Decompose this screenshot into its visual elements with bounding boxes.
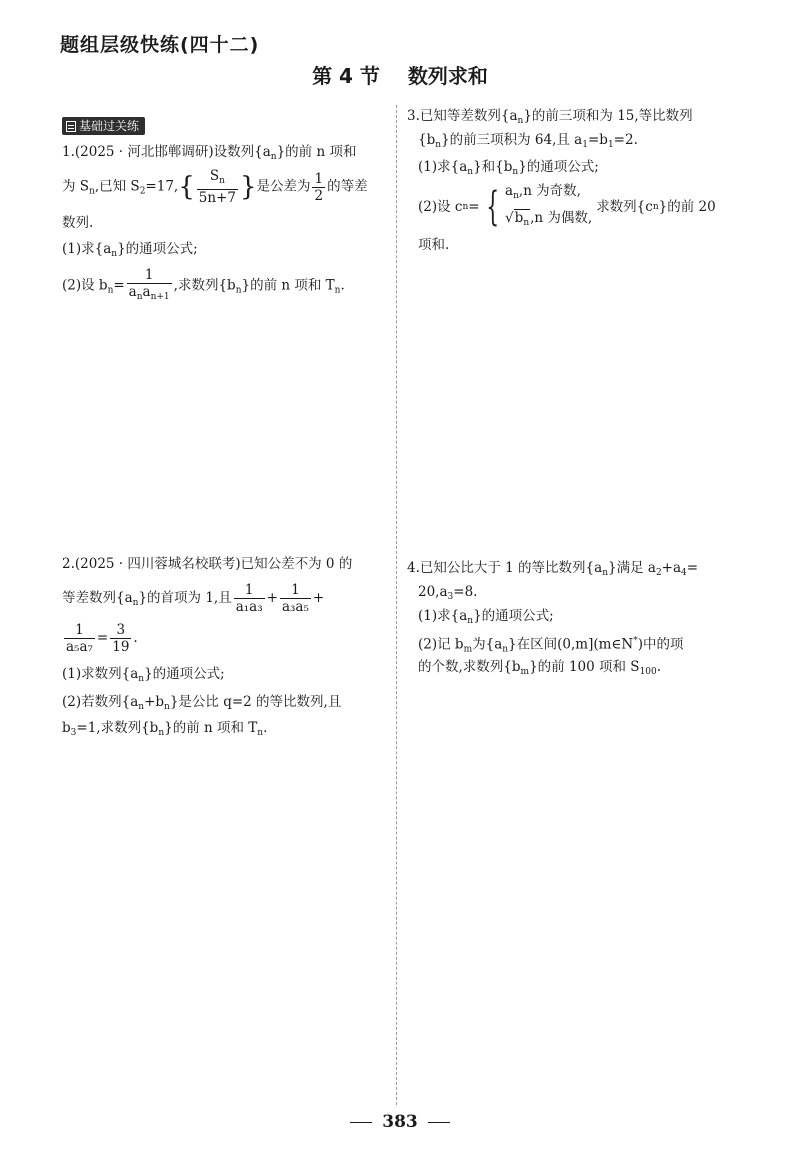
frac-den: a₃a₅ [281,599,309,615]
q3-text: 求数列{c [596,199,653,215]
q4-text: = [686,560,699,576]
frac-den: 19 [112,639,130,655]
column-divider [396,105,397,1105]
right-brace: } [239,172,257,202]
sub-3: 3 [70,728,77,738]
q3-text: = [468,199,480,215]
q2-part-2 [62,690,341,719]
frac-num: 3 [110,622,131,639]
q4-text: . [656,659,662,675]
practice-tag-label: 基础过关练 [79,119,140,133]
sub-1: 1 [582,140,588,150]
sub-n1: n+1 [150,292,170,302]
sub-n: n [138,702,145,712]
q1-line-2 [62,168,368,206]
q2-text: b [62,720,71,736]
left-brace: { [178,172,195,202]
frac-num: 1 [280,582,311,599]
sub-n: n [111,249,118,259]
q3-text: =b [587,132,608,148]
q2-text: =1,求数列{b [76,720,159,736]
page-number [0,1112,800,1132]
q1-text: 是公差为 [256,178,311,195]
q4-text: 为{a [472,636,503,653]
sub-n: n [435,140,442,150]
q4-text: }在区间(0,m](m∈N [508,636,634,653]
q4-text: }满足 a [608,560,656,576]
q4-text: 的个数,求数列{b [418,659,521,675]
q1-text: (2)设 b [62,277,108,294]
sub-n: n [334,285,341,296]
q1-text: }的前 n 项和 T [241,277,335,294]
plus-sign: + [312,590,325,606]
q3-text: {b [418,132,436,148]
fraction-half [312,171,325,204]
section-title [0,60,800,89]
sub-n: n [219,176,225,186]
q4-line-5 [418,655,661,684]
sup-star: * [633,636,638,646]
sub-n: n [652,202,659,212]
sub-n: n [257,728,264,738]
q3-line-2 [418,128,638,157]
sub-n: n [132,598,139,608]
q2-text: . [263,720,268,736]
sub-n: n [462,202,469,212]
q3-text: (2)设 c [418,199,463,215]
q3-text: }和{b [473,159,513,175]
fraction-1 [234,582,265,615]
section-name: 数列求和 [407,64,488,88]
fraction-2 [280,582,311,615]
case-1: a [505,183,514,199]
sub-n: n [517,116,524,126]
fraction-bn: $\frac{1}{a_na_{n+1}}$ [128,267,170,302]
sub-n: n [467,167,474,177]
page-number-value: 383 [382,1112,418,1132]
fraction-4 [110,622,131,655]
frac-den: a [128,284,137,300]
q4-text: =8. [453,584,478,600]
header-title: 题组层级快练(四十二) [60,34,260,56]
q3-text: }的通项公式; [518,159,599,175]
q1-text: . [340,277,345,294]
q4-text: 20,a [418,584,448,600]
sub-2: 2 [139,186,146,197]
q1-text: }的通项公式; [117,241,198,257]
q3-text: (1)求{a [418,159,468,175]
frac-den: 5n+7 [198,190,236,206]
sub-100: 100 [639,667,657,677]
q4-text: (2)记 b [418,636,464,653]
q3-text: =2. [613,132,638,148]
q2-line-6 [62,716,267,745]
q1-text: ,求数列{b [173,277,236,294]
q1-text: = [113,277,125,294]
q2-text: +b [144,694,165,710]
q2-text: }是公比 q=2 的等比数列,且 [169,694,342,710]
q3-part-2 [418,180,716,234]
sub-n: n [467,616,474,626]
frac-num: S [209,168,220,184]
frac-den: a₅a₇ [66,639,93,655]
q2-text: 等差数列{a [62,590,133,606]
section-number: 第 4 节 [312,64,380,88]
sub-n: n [158,728,165,738]
q1-text: ,已知 S [94,178,140,195]
q2-text: (1)求数列{a [62,666,139,682]
frac-num: 1 [64,622,95,639]
q1-line-3: 数列. [62,215,94,231]
sub-n: n [107,285,114,296]
practice-tag [62,117,145,135]
q1-part-2 [62,267,345,305]
q4-text: +a [661,560,682,576]
sub-n: n [512,167,519,177]
q2-text: }的前 n 项和 T [164,720,258,736]
q3-text: 3.已知等差数列{a [407,108,518,124]
equals-sign: = [96,630,109,646]
sub-n: n [270,152,277,162]
q4-text: }的前 100 项和 S [529,659,640,675]
sub-1: 1 [607,140,614,150]
book-icon [66,121,76,132]
sub-3: 3 [447,592,454,602]
q1-text: 为 S [62,178,90,195]
q2-line-3 [62,622,138,655]
q2-text: }的通项公式; [144,666,225,682]
sub-n: n [138,674,145,684]
sqrt-symbol: √ [505,210,514,226]
sub-4: 4 [681,568,687,578]
dash-right [428,1122,450,1123]
q1-text: 1.(2025 · 河北邯郸调研)设数列{a [62,144,271,160]
q2-line-2 [62,582,324,615]
q4-text: )中的项 [637,636,684,653]
q2-line-1: 2.(2025 · 四川蓉城名校联考)已知公差不为 0 的 [62,556,353,572]
sub-m: m [520,667,530,677]
q1-part-1 [62,237,198,266]
frac-num: 1 [314,170,324,187]
sub-n: n [523,218,530,228]
q2-part-1 [62,662,225,691]
q1-line-1 [62,140,356,169]
q3-line-5: 项和. [418,237,450,253]
q3-text: }的前三项和为 15,等比数列 [523,108,693,124]
q3-text: }的前 20 [658,199,716,215]
sub-n: n [235,285,242,296]
frac-num: 1 [127,267,172,284]
cases-brace: { [485,184,499,230]
dash-left [350,1122,372,1123]
period: . [133,630,138,646]
q1-text: }的前 n 项和 [276,144,357,160]
q4-text: }的通项公式; [473,608,554,624]
q4-text: 4.已知公比大于 1 的等比数列{a [407,560,603,576]
frac-den: 2 [314,187,324,204]
frac-den: a₁a₃ [235,599,263,615]
q1-text: (1)求{a [62,241,112,257]
sub-n: n [502,644,509,655]
q1-text: 的等差 [327,178,368,195]
sub-n: n [164,702,170,712]
case-2-cond: ,n 为偶数, [530,210,593,226]
q1-text: =17, [145,178,179,195]
plus-sign: + [266,590,278,606]
piecewise-cases [505,180,592,234]
sub-2: 2 [655,568,662,578]
sub-n: n [513,191,519,201]
sub-n: n [136,292,143,302]
q4-text: (1)求{a [418,608,468,624]
sub-n: n [89,186,95,197]
fraction-sn [197,168,238,206]
frac-num: 1 [234,582,265,599]
case-2: b [514,210,524,226]
q3-text: }的前三项积为 64,且 a [441,132,583,148]
sub-m: m [463,644,473,655]
q2-text: }的首项为 1,且 [138,590,232,606]
q2-text: (2)若数列{a [62,694,139,710]
sub-n: n [602,568,608,578]
case-1-cond: ,n 为奇数, [518,183,581,199]
fraction-3 [64,622,95,655]
